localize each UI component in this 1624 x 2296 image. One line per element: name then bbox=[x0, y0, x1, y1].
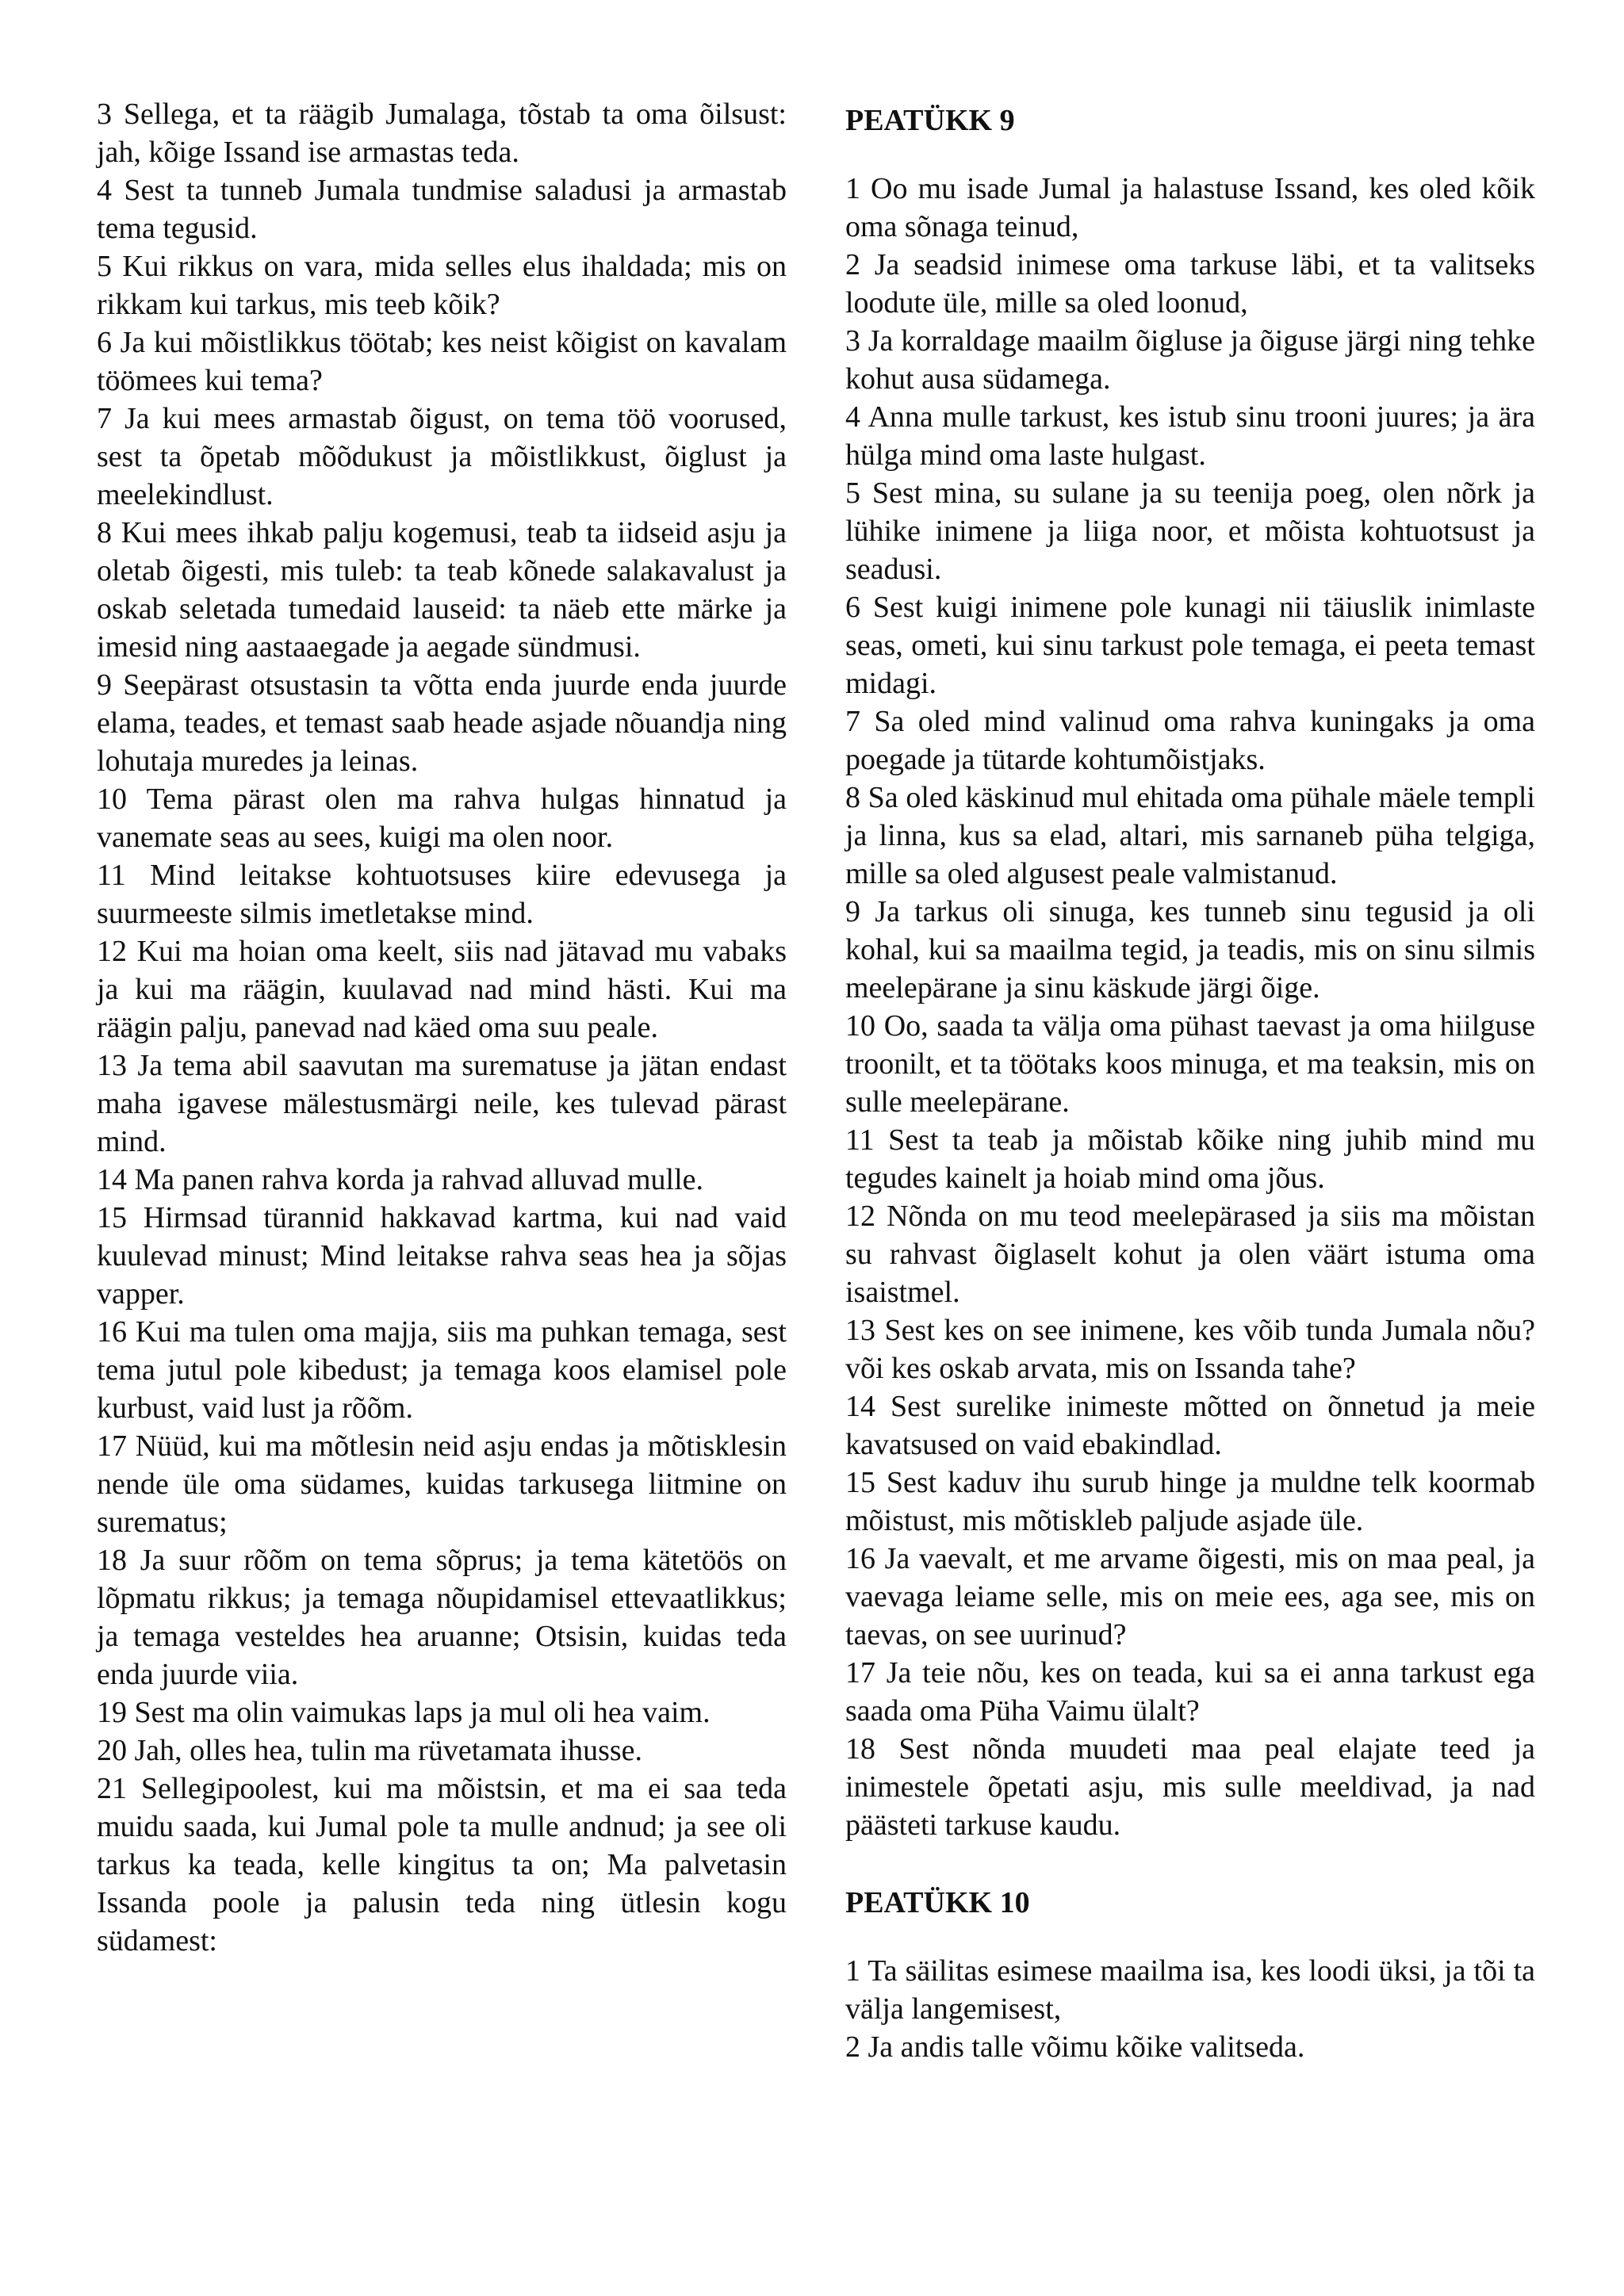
verse: 3 Ja korraldage maailm õigluse ja õiguse järgi ning tehke kohut ausa südamega. bbox=[845, 324, 1535, 396]
verse: 3 Sellega, et ta räägib Jumalaga, tõstab ta oma õilsust: jah, kõige Issand ise armastas teda. bbox=[97, 98, 787, 169]
verse: 17 Ja teie nõu, kes on teada, kui sa ei anna tarkust ega saada oma Püha Vaimu ülalt? bbox=[845, 1656, 1535, 1728]
verse: 20 Jah, olles hea, tulin ma rüvetamata ihusse. bbox=[97, 1734, 643, 1767]
verse: 4 Sest ta tunneb Jumala tundmise saladusi ja armastab tema tegusid. bbox=[97, 174, 787, 245]
verse: 17 Nüüd, kui ma mõtlesin neid asju endas ja mõtisklesin nende üle oma südames, kuidas tarkusega liitmine on surematus; bbox=[97, 1429, 787, 1539]
verse: 10 Oo, saada ta välja oma pühast taevast ja oma hiilguse troonilt, et ta töötaks koos minuga, et ma teaksin, mis on sulle meelepärane. bbox=[845, 1009, 1535, 1119]
verse: 14 Ma panen rahva korda ja rahvad alluvad mulle. bbox=[97, 1163, 703, 1196]
verse: 16 Kui ma tulen oma majja, siis ma puhkan temaga, sest tema jutul pole kibedust; ja temaga koos elamisel pole kurbust, vaid lust ja rõõm. bbox=[97, 1315, 787, 1425]
verse: 5 Kui rikkus on vara, mida selles elus ihaldada; mis on rikkam kui tarkus, mis teeb kõik? bbox=[97, 250, 787, 321]
verse: 18 Ja suur rõõm on tema sõprus; ja tema kätetöös on lõpmatu rikkus; ja temaga nõupidamisel ettevaatlikkus; ja temaga vesteldes hea aruanne; Otsisin, kuidas teda enda juurde viia. bbox=[97, 1544, 787, 1691]
verse: 2 Ja seadsid inimese oma tarkuse läbi, et ta valitseks loodute üle, mille sa oled loonud, bbox=[845, 248, 1535, 320]
verse: 7 Ja kui mees armastab õigust, on tema töö voorused, sest ta õpetab mõõdukust ja mõistlikkust, õiglust ja meelekindlust. bbox=[97, 402, 787, 511]
verse: 8 Kui mees ihkab palju kogemusi, teab ta iidseid asju ja oletab õigesti, mis tuleb: ta teab kõnede salakavalust ja oskab seletada tumedaid lauseid: ta näeb ette märke ja imesid ning aastaaegade ja aegade sündmusi. bbox=[97, 516, 787, 664]
verse: 15 Sest kaduv ihu surub hinge ja muldne telk koormab mõistust, mis mõtiskleb paljude asjade üle. bbox=[845, 1466, 1535, 1537]
verse: 1 Oo mu isade Jumal ja halastuse Issand, kes oled kõik oma sõnaga teinud, bbox=[845, 172, 1535, 243]
spacer bbox=[845, 1844, 1535, 1874]
right-column bbox=[845, 95, 1535, 2066]
verse: 15 Hirmsad türannid hakkavad kartma, kui nad vaid kuulevad minust; Mind leitakse rahva seas hea ja sõjas vapper. bbox=[97, 1201, 787, 1311]
verse: 13 Sest kes on see inimene, kes võib tunda Jumala nõu? või kes oskab arvata, mis on Issanda tahe? bbox=[845, 1314, 1535, 1385]
spacer bbox=[845, 140, 1535, 170]
verse: 4 Anna mulle tarkust, kes istub sinu trooni juures; ja ära hülga mind oma laste hulgast. bbox=[845, 400, 1535, 472]
verse: 18 Sest nõnda muudeti maa peal elajate teed ja inimestele õpetati asju, mis sulle meeldivad, ja nad päästeti tarkuse kaudu. bbox=[845, 1732, 1535, 1842]
verse: 19 Sest ma olin vaimukas laps ja mul oli hea vaim. bbox=[97, 1696, 710, 1729]
left-column bbox=[97, 95, 787, 1960]
verse: 12 Kui ma hoian oma keelt, siis nad jätavad mu vabaks ja kui ma räägin, kuulavad nad mind hästi. Kui ma räägin palju, panevad nad käed oma suu peale. bbox=[97, 935, 787, 1044]
spacer bbox=[845, 1922, 1535, 1952]
verse: 16 Ja vaevalt, et me arvame õigesti, mis on maa peal, ja vaevaga leiame selle, mis on meie ees, aga see, mis on taevas, on see uurinud? bbox=[845, 1542, 1535, 1651]
verse: 6 Ja kui mõistlikkus töötab; kes neist kõigist on kavalam töömees kui tema? bbox=[97, 326, 787, 397]
verse: 5 Sest mina, su sulane ja su teenija poeg, olen nõrk ja lühike inimene ja liiga noor, et mõista kohtuotsust ja seadusi. bbox=[845, 476, 1535, 586]
verse: 7 Sa oled mind valinud oma rahva kuningaks ja oma poegade ja tütarde kohtumõistjaks. bbox=[845, 705, 1535, 776]
verse: 12 Nõnda on mu teod meelepärased ja siis ma mõistan su rahvast õiglaselt kohut ja olen väärt istuma oma isaistmel. bbox=[845, 1200, 1535, 1309]
verse: 14 Sest surelike inimeste mõtted on õnnetud ja meie kavatsused on vaid ebakindlad. bbox=[845, 1390, 1535, 1461]
verse: 9 Seepärast otsustasin ta võtta enda juurde enda juurde elama, teades, et temast saab heade asjade nõuandja ning lohutaja muredes ja leinas. bbox=[97, 668, 787, 778]
verse: 13 Ja tema abil saavutan ma surematuse ja jätan endast maha igavese mälestusmärgi neile, kes tulevad pärast mind. bbox=[97, 1049, 787, 1158]
verse: 2 Ja andis talle võimu kõike valitseda. bbox=[845, 2030, 1305, 2064]
verse: 10 Tema pärast olen ma rahva hulgas hinnatud ja vanemate seas au sees, kuigi ma olen noor. bbox=[97, 783, 787, 854]
chapter-heading: PEATÜKK 10 bbox=[845, 1886, 1030, 1919]
verse: 11 Mind leitakse kohtuotsuses kiire edevusega ja suurmeeste silmis imetletakse mind. bbox=[97, 859, 787, 930]
verse: 6 Sest kuigi inimene pole kunagi nii täiuslik inimlaste seas, ometi, kui sinu tarkust pole temaga, ei peeta temast midagi. bbox=[845, 591, 1535, 700]
verse: 8 Sa oled käskinud mul ehitada oma pühale mäele templi ja linna, kus sa elad, altari, mis sarnaneb püha telgiga, mille sa oled algusest peale valmistanud. bbox=[845, 781, 1535, 890]
verse: 11 Sest ta teab ja mõistab kõike ning juhib mind mu tegudes kainelt ja hoiab mind oma jõus. bbox=[845, 1123, 1535, 1195]
verse: 1 Ta säilitas esimese maailma isa, kes loodi üksi, ja tõi ta välja langemisest, bbox=[845, 1954, 1535, 2026]
chapter-heading: PEATÜKK 9 bbox=[845, 104, 1015, 137]
verse: 9 Ja tarkus oli sinuga, kes tunneb sinu tegusid ja oli kohal, kui sa maailma tegid, ja teadis, mis on sinu silmis meelepärane ja sinu käskude järgi õige. bbox=[845, 895, 1535, 1004]
verse: 21 Sellegipoolest, kui ma mõistsin, et ma ei saa teda muidu saada, kui Jumal pole ta mulle andnud; ja see oli tarkus ka teada, kelle kingitus ta on; Ma palvetasin Issanda poole ja palusin teda ning ütlesin kogu südamest: bbox=[97, 1772, 787, 1957]
